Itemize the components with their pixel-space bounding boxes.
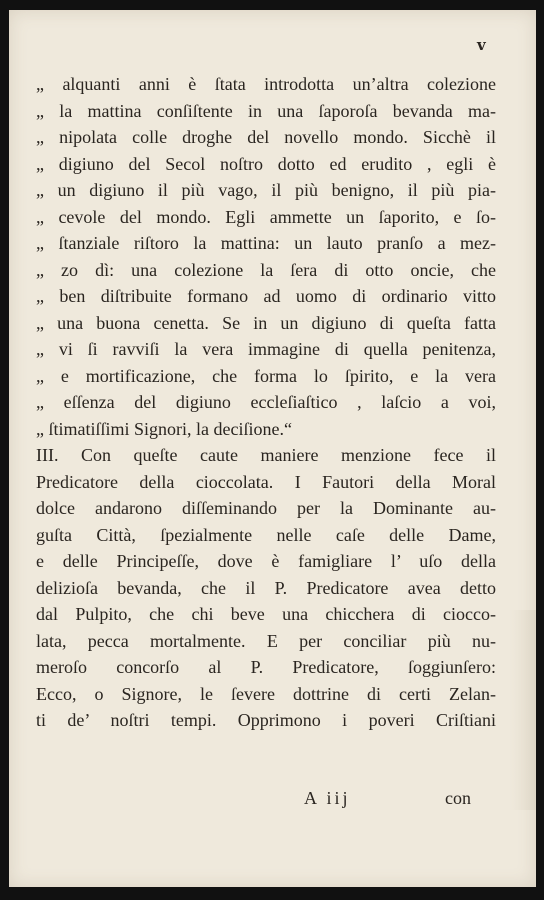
text-line: Ecco, o Signore, le ſevere dottrine di certi Zelan- xyxy=(36,683,496,704)
text-line: „ e mortificazione, che forma lo ſpirito, e la vera xyxy=(36,365,496,386)
text-line: delizioſa bevanda, che il P. Predicatore avea detto xyxy=(36,577,496,598)
text-line: „ zo dì: una colezione la ſera di otto oncie, che xyxy=(36,259,496,280)
text-line: „ alquanti anni è ſtata introdotta un’altra colezione xyxy=(36,74,496,94)
text-line: „ ben diſtribuite formano ad uomo di ordinario vitto xyxy=(36,286,496,306)
page-footer xyxy=(9,788,536,812)
text-line: „ vi ſi ravviſi la vera immagine di quella penitenza, xyxy=(36,339,496,359)
body-text xyxy=(36,71,496,734)
text-line: „ digiuno del Secol noſtro dotto ed erudito , egli è xyxy=(36,153,496,174)
show-through-shadow xyxy=(509,610,536,810)
text-line: dolce andarono diſſeminando per la Dominante au- xyxy=(36,498,496,518)
text-line: guſta Città, ſpezialmente nelle caſe delle Dame, xyxy=(36,524,496,545)
text-line: „ ſtimatiſſimi Signori, la deciſione.“ xyxy=(36,418,292,439)
text-line: e delle Principeſſe, dove è famigliare l’ uſo della xyxy=(36,551,496,571)
catchword: con xyxy=(445,788,471,808)
text-line: dal Pulpito, che chi beve una chicchera di ciocco- xyxy=(36,604,496,624)
text-line: „ la mattina conſiſtente in una ſaporoſa bevanda ma- xyxy=(36,100,496,121)
signature-mark: A iij xyxy=(304,788,351,808)
text-line: „ eſſenza del digiuno eccleſiaſtico , laſcio a voi, xyxy=(36,392,496,412)
text-line: ti de’ noſtri tempi. Opprimono i poveri Criſtiani xyxy=(36,710,496,730)
text-line: meroſo concorſo al P. Predicatore, ſoggiunſero: xyxy=(36,657,496,677)
book-page xyxy=(9,10,536,887)
text-line: „ cevole del mondo. Egli ammette un ſaporito, e ſo- xyxy=(36,206,496,227)
text-line: „ un digiuno il più vago, il più benigno, il più pia- xyxy=(36,180,496,200)
text-line: „ una buona cenetta. Se in un digiuno di queſta fatta xyxy=(36,312,496,333)
text-line: lata, pecca mortalmente. E per conciliar più nu- xyxy=(36,630,496,651)
text-line: „ nipolata colle droghe del novello mondo. Sicchè il xyxy=(36,127,496,147)
text-line: Predicatore della cioccolata. I Fautori della Moral xyxy=(36,471,496,492)
text-line: III. Con queſte caute maniere menzione fece il xyxy=(36,445,496,465)
text-line: „ ſtanziale riſtoro la mattina: un lauto pranſo a mez- xyxy=(36,233,496,253)
page-number: v xyxy=(477,36,486,54)
